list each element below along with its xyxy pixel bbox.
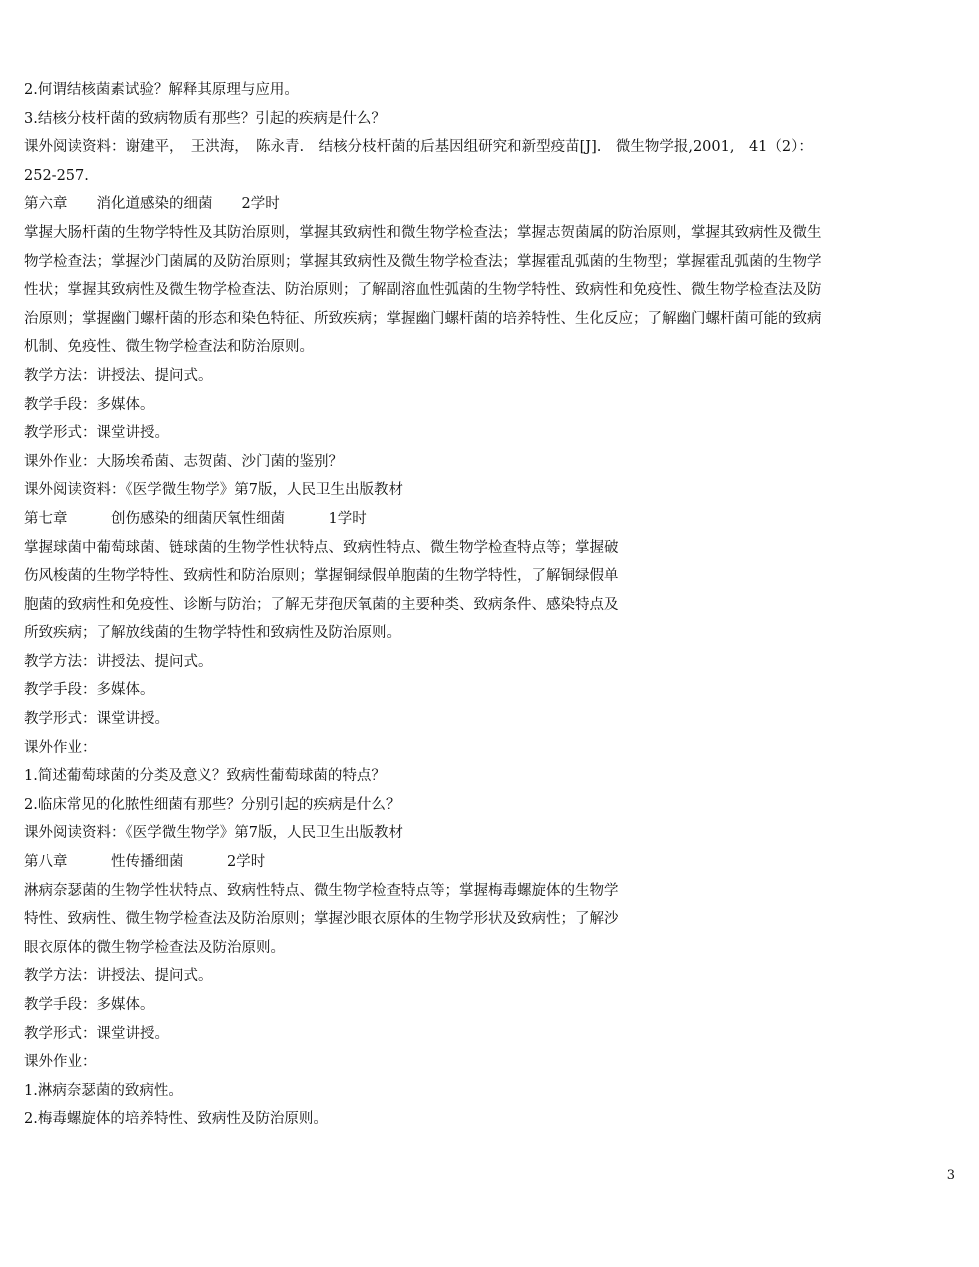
text-line: 淋病奈瑟菌的生物学性状特点、致病性特点、微生物学检查特点等；掌握梅毒螺旋体的生物学 (24, 882, 619, 899)
text-line: 课外阅读资料：谢建平， 王洪海， 陈永青. 结核分枝杆菌的后基因组研究和新型疫苗[J]. 微生物学报,2001, 41（2）： (24, 139, 813, 156)
text-line: 教学手段：多媒体。 (24, 396, 155, 413)
text-line: 教学方法：讲授法、提问式。 (24, 653, 213, 670)
text-line: 课外作业： (24, 739, 97, 756)
text-line: 252-257. (24, 167, 89, 184)
text-line: 物学检查法；掌握沙门菌属的及防治原则；掌握其致病性及微生物学检查法；掌握霍乱弧菌的生物型；掌握霍乱弧菌的生物学 (24, 253, 822, 270)
text-line: 课外作业： (24, 1054, 97, 1071)
text-line: 掌握大肠杆菌的生物学特性及其防治原则，掌握其致病性和微生物学检查法；掌握志贺菌属的防治原则，掌握其致病性及微生 (24, 224, 822, 241)
text-line: 性状；掌握其致病性及微生物学检查法、防治原则；了解副溶血性弧菌的生物学特性、致病性和免疫性、微生物学检查法及防 (24, 282, 822, 299)
text-line: 2.梅毒螺旋体的培养特性、致病性及防治原则。 (24, 1111, 328, 1128)
document-body (24, 76, 964, 1134)
text-line: 教学形式：课堂讲授。 (24, 711, 169, 728)
text-line: 课外阅读资料：《医学微生物学》第7版，人民卫生出版教材 (24, 482, 403, 499)
text-line: 教学方法：讲授法、提问式。 (24, 367, 213, 384)
text-line: 2.何谓结核菌素试验？解释其原理与应用。 (24, 82, 299, 98)
text-line: 治原则；掌握幽门螺杆菌的形态和染色特征、所致疾病；掌握幽门螺杆菌的培养特性、生化反应；了解幽门螺杆菌可能的致病 (24, 310, 822, 327)
text-line: 2.临床常见的化脓性细菌有那些？分别引起的疾病是什么？ (24, 796, 401, 813)
text-line: 眼衣原体的微生物学检查法及防治原则。 (24, 939, 285, 956)
text-line: 教学手段：多媒体。 (24, 682, 155, 699)
text-line: 教学方法：讲授法、提问式。 (24, 968, 213, 985)
text-line: 伤风梭菌的生物学特性、致病性和防治原则；掌握铜绿假单胞菌的生物学特性，了解铜绿假单 (24, 568, 619, 585)
page-number: 3 (946, 1168, 955, 1183)
text-line: 教学手段：多媒体。 (24, 997, 155, 1013)
text-line: 1.淋病奈瑟菌的致病性。 (24, 1082, 183, 1099)
text-line: 所致疾病；了解放线菌的生物学特性和致病性及防治原则。 (24, 625, 401, 642)
chapter-heading: 第六章 消化道感染的细菌 2学时 (24, 196, 280, 213)
text-line: 3.结核分枝杆菌的致病物质有那些？引起的疾病是什么？ (24, 110, 386, 127)
text-line: 1.简述葡萄球菌的分类及意义？致病性葡萄球菌的特点？ (24, 768, 386, 785)
text-line: 胞菌的致病性和免疫性、诊断与防治；了解无芽孢厌氧菌的主要种类、致病条件、感染特点及 (24, 596, 619, 613)
text-line: 课外作业：大肠埃希菌、志贺菌、沙门菌的鉴别？ (24, 453, 343, 470)
text-line: 机制、免疫性、微生物学检查法和防治原则。 (24, 339, 314, 356)
text-line: 掌握球菌中葡萄球菌、链球菌的生物学性状特点、致病性特点、微生物学检查特点等；掌握破 (24, 539, 619, 556)
text-line: 特性、致病性、微生物学检查法及防治原则；掌握沙眼衣原体的生物学形状及致病性；了解沙 (24, 911, 619, 928)
text-line: 课外阅读资料：《医学微生物学》第7版，人民卫生出版教材 (24, 825, 403, 842)
chapter-heading: 第八章 性传播细菌 2学时 (24, 854, 266, 871)
text-line: 教学形式：课堂讲授。 (24, 1025, 169, 1042)
text-line: 教学形式：课堂讲授。 (24, 425, 169, 442)
chapter-heading: 第七章 创伤感染的细菌厌氧性细菌 1学时 (24, 510, 367, 527)
